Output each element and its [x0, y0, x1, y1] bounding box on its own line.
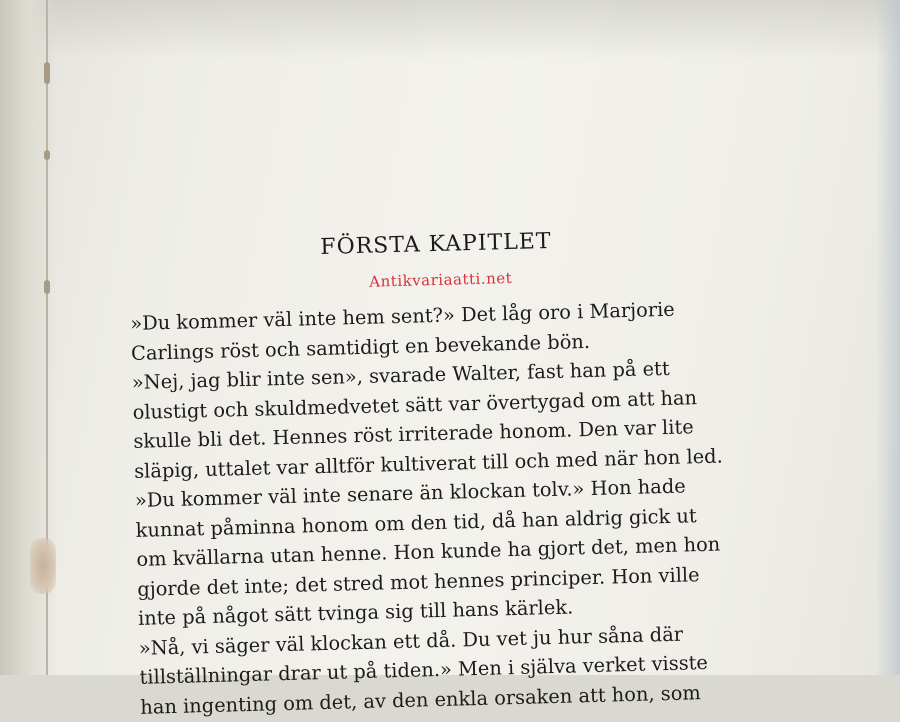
- text-line: olustigt och skuldmedvetet sätt var övertygad om att han: [132, 385, 698, 424]
- text-line: »Nå, vi säger väl klockan ett då. Du vet ju hur såna där: [138, 622, 684, 660]
- text-line: »Du kommer väl inte hem sent?» Det låg oro i Marjorie: [130, 297, 676, 335]
- page-edge-shadow: [876, 0, 900, 675]
- paragraph: [131, 350, 834, 486]
- edge-mark: [44, 150, 50, 160]
- text-line: »Nej, jag blir inte sen», svarade Walter, fast han på ett: [131, 356, 670, 394]
- text-line: släpig, uttalet var alltför kultiverat till och med när hon led.: [133, 444, 723, 483]
- text-line: skulle bli det. Hennes röst irriterade honom. Den var lite: [133, 415, 694, 453]
- watermark-text: Antikvariaatti.net: [369, 268, 513, 291]
- text-line: tillställningar drar ut på tiden.» Men i själva verket visste: [139, 650, 709, 689]
- text-line: han ingenting om det, av den enkla orsaken att hon, som: [140, 680, 702, 719]
- text-block: [128, 217, 841, 722]
- text-line: kunnat påminna honom om den tid, då han aldrig gick ut: [135, 503, 697, 542]
- text-line: inte på något sätt tvinga sig till hans kärlek.: [137, 595, 574, 630]
- paragraph: [138, 615, 840, 722]
- text-line: gjorde det inte; det stred mot hennes principer. Hon ville: [136, 562, 700, 601]
- chapter-heading: FÖRSTA KAPITLET: [320, 228, 552, 260]
- paragraph: [135, 468, 839, 634]
- edge-mark: [44, 280, 50, 294]
- text-line: Carlings röst och samtidigt en bevekande bön.: [130, 329, 591, 365]
- text-line: om kvällarna utan henne. Hon kunde ha gjort det, men hon: [136, 532, 721, 571]
- text-line: »Du kommer väl inte senare än klockan tolv.» Hon hade: [134, 474, 686, 512]
- edge-mark: [44, 62, 50, 84]
- page-stain: [30, 538, 56, 594]
- page-shadow: [0, 0, 900, 60]
